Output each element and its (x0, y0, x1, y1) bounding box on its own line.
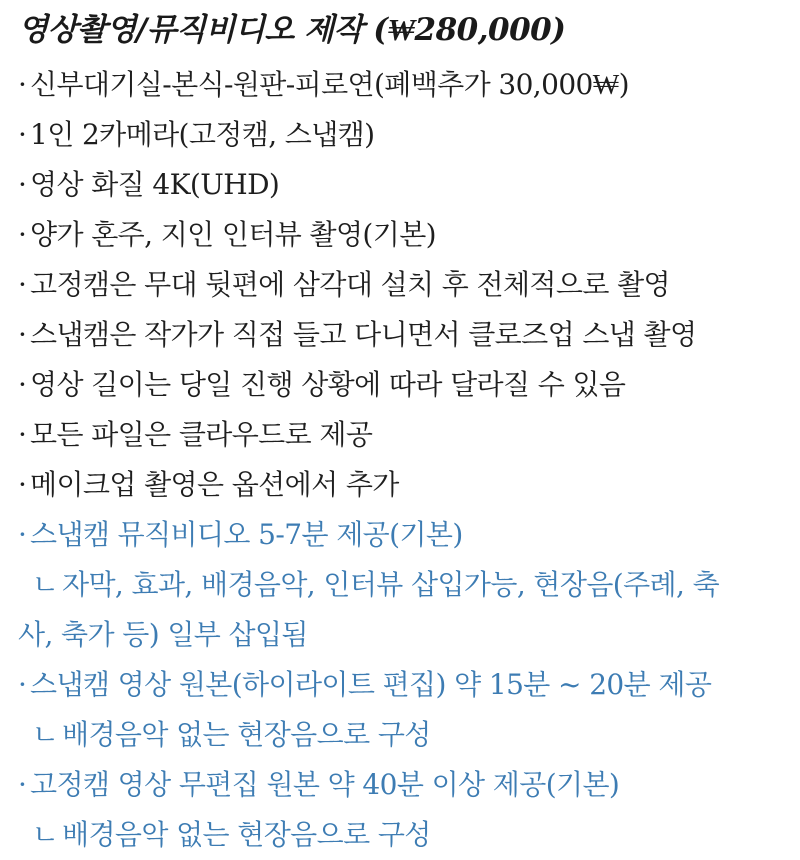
bullet-marker: · (18, 368, 27, 401)
bullet-marker: · (18, 318, 27, 351)
package-title: 영상촬영/뮤직비디오 제작 (₩280,000) (18, 12, 566, 48)
list-item (18, 460, 788, 510)
list-item-text: 모든 파일은 클라우드로 제공 (30, 418, 373, 451)
list-item-text: 고정캠 영상 무편집 원본 약 40분 이상 제공(기본) (30, 768, 620, 801)
list-item (18, 210, 788, 260)
list-item (18, 560, 788, 610)
list-item-text: 배경음악 없는 현장음으로 구성 (62, 718, 431, 751)
list-item-text: 메이크업 촬영은 옵션에서 추가 (30, 468, 399, 501)
list-item (18, 360, 788, 410)
list-item-text: 고정캠은 무대 뒷편에 삼각대 설치 후 전체적으로 촬영 (30, 268, 670, 301)
bullet-marker: · (18, 768, 27, 801)
list-item-text: 영상 길이는 당일 진행 상황에 따라 달라질 수 있음 (30, 368, 626, 401)
sub-item-marker: ㄴ (32, 818, 59, 851)
package-details-list (18, 60, 788, 860)
sub-item-marker: ㄴ (32, 718, 59, 751)
list-item-text: 사, 축가 등) 일부 삽입됨 (18, 618, 308, 651)
bullet-marker: · (18, 518, 27, 551)
bullet-marker: · (18, 418, 27, 451)
list-item (18, 610, 788, 660)
list-item-text: 신부대기실-본식-원판-피로연(폐백추가 30,000₩) (30, 68, 629, 101)
list-item (18, 260, 788, 310)
list-item-text: 1인 2카메라(고정캠, 스냅캠) (30, 118, 375, 151)
list-item-text: 스냅캠 영상 원본(하이라이트 편집) 약 15분 ~ 20분 제공 (30, 668, 712, 701)
list-item (18, 410, 788, 460)
list-item (18, 760, 788, 810)
list-item (18, 160, 788, 210)
bullet-marker: · (18, 168, 27, 201)
list-item-text: 스냅캠 뮤직비디오 5-7분 제공(기본) (30, 518, 463, 551)
bullet-marker: · (18, 68, 27, 101)
list-item (18, 510, 788, 560)
bullet-marker: · (18, 118, 27, 151)
list-item-text: 영상 화질 4K(UHD) (30, 168, 280, 201)
bullet-marker: · (18, 668, 27, 701)
list-item (18, 660, 788, 710)
bullet-marker: · (18, 268, 27, 301)
bullet-marker: · (18, 468, 27, 501)
list-item (18, 110, 788, 160)
list-item-text: 양가 혼주, 지인 인터뷰 촬영(기본) (30, 218, 436, 251)
list-item (18, 60, 788, 110)
list-item (18, 310, 788, 360)
bullet-marker: · (18, 218, 27, 251)
list-item-text: 자막, 효과, 배경음악, 인터뷰 삽입가능, 현장음(주례, 축 (62, 568, 720, 601)
list-item-text: 스냅캠은 작가가 직접 들고 다니면서 클로즈업 스냅 촬영 (30, 318, 697, 351)
list-item (18, 710, 788, 760)
list-item (18, 810, 788, 860)
sub-item-marker: ㄴ (32, 568, 59, 601)
list-item-text: 배경음악 없는 현장음으로 구성 (62, 818, 431, 851)
